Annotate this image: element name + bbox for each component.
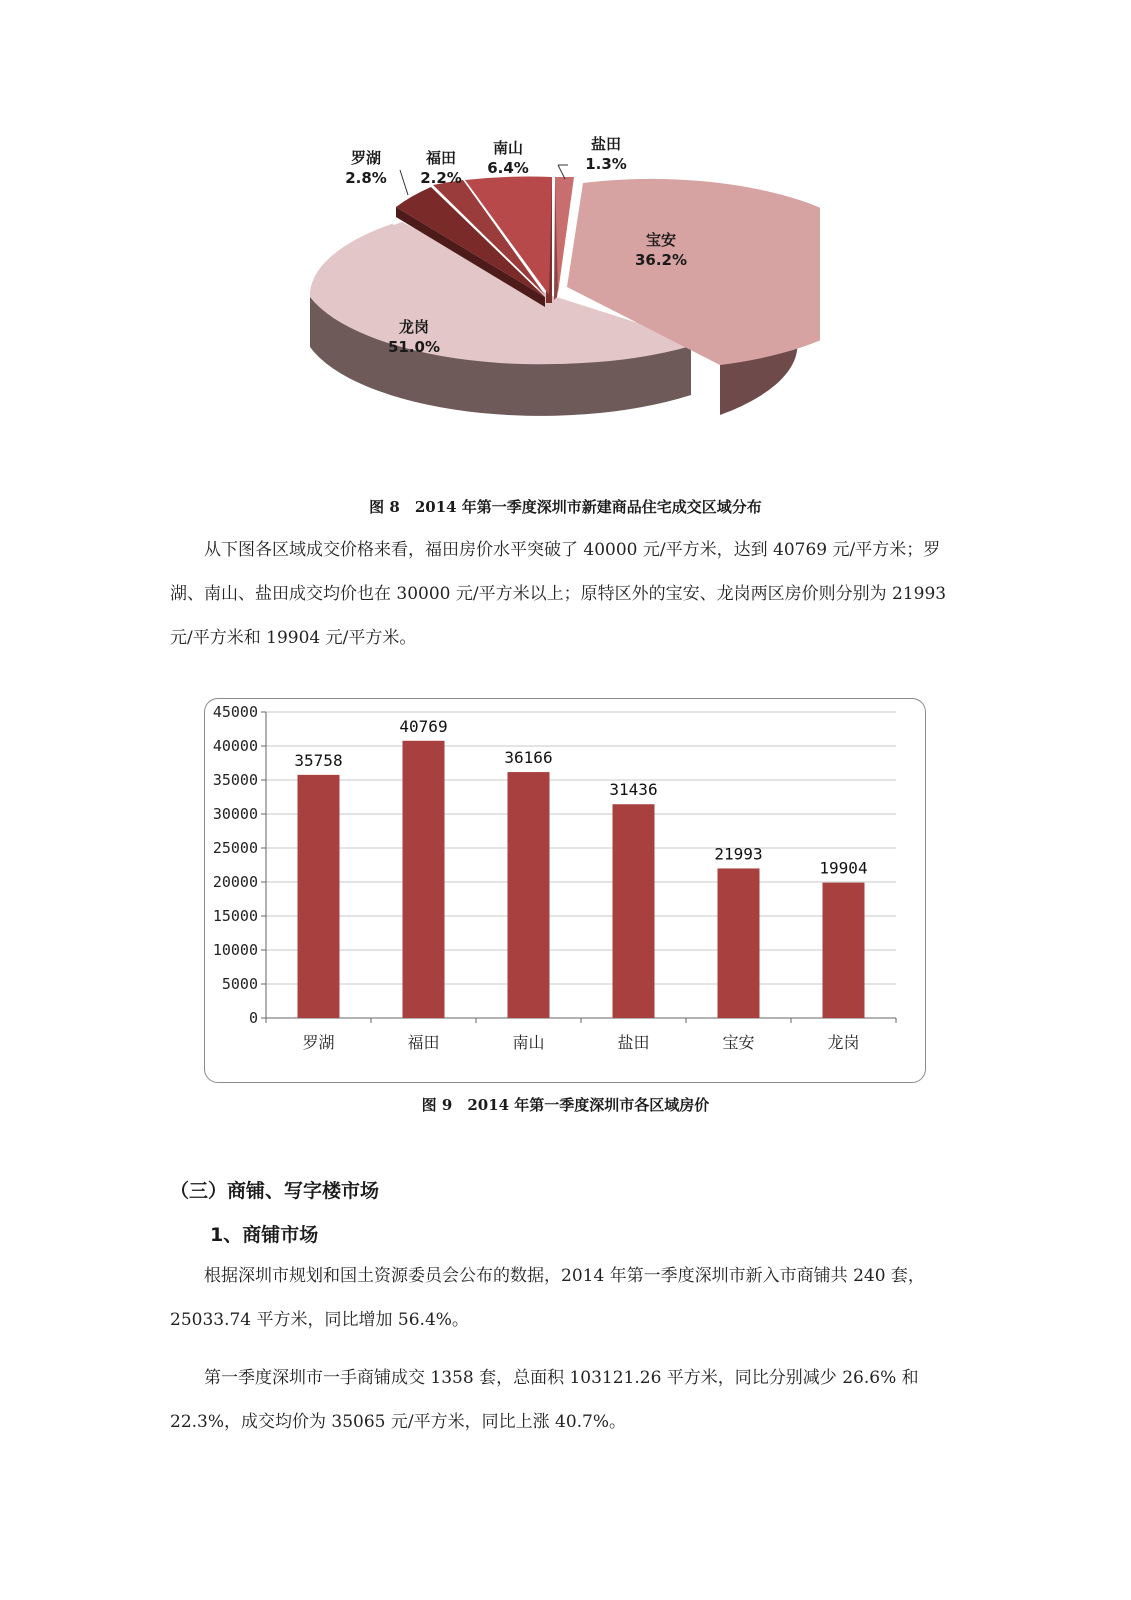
y-tick-label: 5000	[221, 975, 258, 993]
y-tick-label: 25000	[212, 839, 258, 857]
x-category-label: 福田	[407, 1033, 440, 1052]
paragraph-retail-supply	[170, 1254, 965, 1342]
x-category-label: 龙岗	[827, 1033, 860, 1052]
section-heading-retail-office: （三）商铺、写字楼市场	[170, 1180, 380, 1202]
paragraph-price-summary	[170, 528, 965, 660]
pie-label-luohu-pct: 2.8%	[345, 169, 387, 187]
pie-label-longgang-pct: 51.0%	[387, 338, 441, 356]
paragraph-retail-supply-text: 根据深圳市规划和国土资源委员会公布的数据，2014 年第一季度深圳市新入市商铺共 240 套，25033.74 平方米，同比增加 56.4%。	[170, 1266, 925, 1330]
bar-data-label: 21993	[714, 844, 763, 864]
y-tick-label: 20000	[212, 873, 258, 891]
bar-chart	[204, 698, 926, 1083]
pie-label-nanshan-name: 南山	[492, 139, 524, 157]
y-tick-label: 15000	[212, 907, 258, 925]
leader-line-luohu	[400, 170, 408, 195]
bar-3	[613, 804, 655, 1018]
y-tick-label: 30000	[212, 805, 258, 823]
leader-line-yantian	[558, 165, 565, 179]
bar-0	[298, 775, 340, 1018]
pie-chart	[300, 125, 820, 465]
y-tick-label: 40000	[212, 737, 258, 755]
pie-label-nanshan-pct: 6.4%	[487, 159, 529, 177]
figure-8-caption: 图 8 2014 年第一季度深圳市新建商品住宅成交区域分布	[369, 498, 762, 516]
pie-label-futian-pct: 2.2%	[420, 169, 462, 187]
y-tick-label: 10000	[212, 941, 258, 959]
y-tick-label: 0	[248, 1009, 258, 1027]
bar-data-label: 31436	[609, 780, 658, 800]
subsection-heading-retail: 1、商铺市场	[210, 1224, 319, 1246]
x-category-label: 南山	[512, 1033, 545, 1052]
pie-label-baoan-pct: 36.2%	[634, 251, 688, 269]
bar-4	[718, 868, 760, 1018]
pie-label-baoan-name: 宝安	[645, 231, 677, 249]
figure-9-caption: 图 9 2014 年第一季度深圳市各区域房价	[421, 1096, 710, 1114]
bar-data-label: 19904	[819, 858, 868, 878]
pie-label-yantian-name: 盐田	[590, 135, 622, 153]
pie-label-luohu-name: 罗湖	[350, 149, 382, 167]
bar-2	[508, 772, 550, 1018]
pie-label-longgang-name: 龙岗	[398, 318, 430, 336]
x-category-label: 盐田	[617, 1033, 650, 1052]
y-tick-label: 45000	[212, 703, 258, 721]
paragraph-retail-transactions-text: 第一季度深圳市一手商铺成交 1358 套，总面积 103121.26 平方米，同比分别减少 26.6% 和 22.3%，成交均价为 35065 元/平方米，同比上涨 40.7%。	[170, 1368, 919, 1432]
y-tick-label: 35000	[212, 771, 258, 789]
x-category-label: 宝安	[722, 1033, 755, 1052]
bar-5	[823, 883, 865, 1018]
pie-label-futian-name: 福田	[425, 149, 457, 167]
x-category-label: 罗湖	[302, 1033, 335, 1052]
paragraph-retail-transactions	[170, 1356, 965, 1444]
bar-data-label: 36166	[504, 748, 553, 768]
bar-data-label: 35758	[294, 750, 343, 770]
pie-label-yantian-pct: 1.3%	[585, 155, 627, 173]
bar-data-label: 40769	[399, 716, 448, 736]
bar-1	[403, 741, 445, 1018]
paragraph-price-summary-text: 从下图各区域成交价格来看，福田房价水平突破了 40000 元/平方米，达到 40769 元/平方米；罗湖、南山、盐田成交均价也在 30000 元/平方米以上；原特区外的宝安、龙岗两区房价则分别为 21993 元/平方米和 19904 元/平方米。	[170, 540, 947, 648]
